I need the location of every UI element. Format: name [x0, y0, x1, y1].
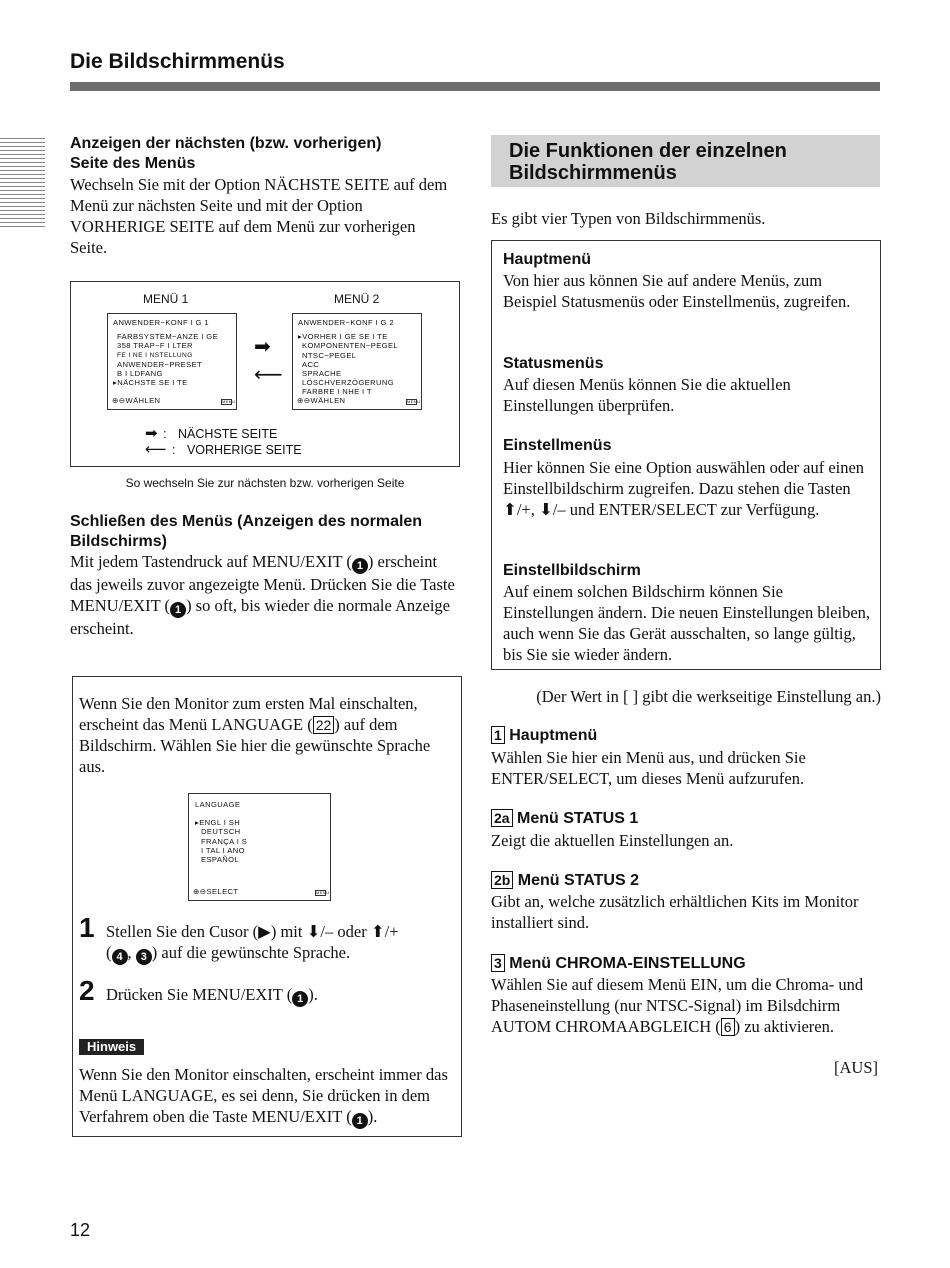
section-text: Gibt an, welche zusätzlich erhältlichen Kits im Monitor installiert sind.	[491, 892, 859, 932]
section-text	[491, 974, 876, 1037]
hinweis-a: Wenn Sie den Monitor einschalten, erscheint immer das Menü LANGUAGE, es sei denn, Sie drücken in dem Verfahrem oben die Taste MENU/EXIT (	[79, 1065, 448, 1126]
next-page-heading	[70, 134, 460, 174]
language-screen	[188, 793, 331, 901]
menu1-line: FE I NE I NSTELLUNG	[117, 351, 193, 359]
type-title: Statusmenüs	[503, 355, 604, 372]
close-menu-heading	[70, 512, 465, 552]
step2-a: Drücken Sie MENU/EXIT (	[106, 985, 293, 1004]
type-text: Hier können Sie eine Option auswählen oder auf einen Einstellbildschirm zugreifen. Dazu stehen die Tasten ⬆/+, ⬇/– und ENTER/SELECT zur Verfügung.	[503, 458, 865, 519]
arrow-left-icon: ⟵	[254, 362, 283, 386]
menu1-label: MENÜ 1	[143, 292, 189, 306]
language-box	[72, 676, 462, 1137]
language-intro	[79, 693, 451, 777]
language-option: ▸ENGL I SH	[195, 818, 241, 828]
section-heading	[491, 726, 597, 746]
arrow-right-icon: ➡	[145, 424, 158, 442]
button-4-icon: 4	[112, 949, 128, 965]
step-1-text	[106, 921, 456, 965]
step-1-number: 1	[79, 912, 95, 943]
section-number: 3	[491, 954, 505, 972]
menu2-screen	[292, 313, 422, 410]
menu2-line: FARBRE I NHE I T	[302, 387, 372, 397]
hinweis-text	[79, 1064, 454, 1129]
language-screen-footer: ⊕⊖SELECT	[193, 886, 239, 896]
menu2-line: KOMPONENTEN−PEGEL	[302, 341, 399, 351]
menu-types-box	[491, 240, 881, 670]
default-value: [AUS]	[834, 1058, 878, 1077]
section-number: 2b	[491, 871, 513, 889]
menu2-line: SPRACHE	[302, 369, 342, 379]
language-screen-title: LANGUAGE	[195, 800, 241, 809]
next-page-text: Wechseln Sie mit der Option NÄCHSTE SEITE auf dem Menü zur nächsten Seite und mit der Option VORHERIGE SEITE auf dem Menü zur vorherigen Seite.	[70, 175, 448, 257]
page-number: 12	[70, 1220, 91, 1240]
menu1-line: ▸NÄCHSTE SE I TE	[113, 378, 188, 388]
hinweis-b: ).	[367, 1107, 378, 1126]
menu1-line: ANWENDER−PRESET	[117, 359, 203, 369]
step-2-number: 2	[79, 975, 95, 1006]
title-rule	[70, 82, 880, 91]
ref-22: 22	[313, 716, 335, 734]
button-3-icon: 3	[136, 949, 152, 965]
button-1-icon: 1	[170, 602, 186, 618]
side-tab-lines	[0, 138, 45, 230]
arrow-right-icon: ➡	[254, 334, 271, 358]
type-title: Hauptmenü	[503, 251, 591, 268]
close-text-c: ) so oft, bis wieder die normale Anzeige erscheint.	[70, 596, 450, 638]
section-text: Wählen Sie hier ein Menü aus, und drücken Sie ENTER/SELECT, um dieses Menü aufzurufen.	[491, 748, 806, 788]
language-option: FRANÇA I S	[201, 836, 248, 846]
functions-header	[491, 135, 880, 187]
section-text-a: Wählen Sie auf diesem Menü EIN, um die Chroma- und Phaseneinstellung (nur NTSC-Signal) im Bilsdchirm AUTOM CHROMAABGLEICH (	[491, 975, 864, 1036]
button-1-icon: 1	[352, 558, 368, 574]
arrow-left-icon: ⟵	[145, 440, 167, 458]
section-title: Menü CHROMA-EINSTELLUNG	[509, 955, 746, 972]
close-text-b: ) erscheint das jeweils zuvor angezeigte Menü. Drücken Sie die Taste MENU/EXIT (	[70, 552, 455, 615]
menu1-footer: ⊕⊖WÄHLEN	[112, 395, 161, 405]
menu1-line: 358 TRAP−F I LTER	[117, 341, 193, 351]
step2-b: ).	[308, 985, 318, 1004]
type-text: Auf diesen Menüs können Sie die aktuellen Einstellungen überprüfen.	[503, 375, 791, 415]
button-1-icon: 1	[352, 1113, 368, 1129]
step1-sep: ,	[127, 943, 136, 962]
menu2-line: ▸VORHER I GE SE I TE	[298, 332, 388, 342]
section-number: 2a	[491, 809, 513, 827]
menu1-menu-box: MENU	[222, 399, 236, 404]
menu2-label: MENÜ 2	[334, 292, 380, 306]
menu1-screen	[107, 313, 237, 410]
section-number: 1	[491, 726, 505, 744]
step1-down: ⬇/– oder	[306, 922, 371, 941]
menu2-line: NTSC−PEGEL	[302, 350, 357, 360]
type-text: Von hier aus können Sie auf andere Menüs, zum Beispiel Statusmenüs oder Einstellmenüs, zugreifen.	[503, 271, 851, 311]
next-page-heading-line1: Anzeigen der nächsten (bzw. vorherigen)	[70, 135, 382, 152]
menu2-line: ACC	[302, 359, 320, 369]
menu-page-figure	[70, 281, 460, 467]
menu2-footer: ⊕⊖WÄHLEN	[297, 395, 346, 405]
step1-a: Stellen Sie den Cusor (▶) mit	[106, 922, 307, 941]
step-2-text	[106, 984, 456, 1007]
menu1-line: FARBSYSTEM−ANZE I GE	[117, 332, 219, 342]
type-title: Einstellbildschirm	[503, 562, 641, 579]
figure-caption: So wechseln Sie zur nächsten bzw. vorherigen Seite	[125, 476, 405, 490]
legend-prev-label: VORHERIGE SEITE	[186, 443, 302, 457]
section-title: Menü STATUS 2	[517, 872, 639, 889]
menu1-line: ANWENDER−KONF I G 1	[113, 318, 209, 327]
close-menu-text	[70, 551, 458, 639]
step1-b: (	[106, 943, 112, 962]
close-heading-line2: Bildschirms)	[70, 533, 167, 550]
menu1-line: B I LDFANG	[117, 369, 163, 379]
button-1-icon: 1	[292, 991, 308, 1007]
menu2-line: LÖSCHVERZÖGERUNG	[302, 378, 395, 388]
type-title: Einstellmenüs	[503, 437, 612, 454]
page-title: Die Bildschirmmenüs	[70, 50, 285, 73]
hinweis-label: Hinweis	[79, 1039, 144, 1055]
step1-d: ) auf die gewünschte Sprache.	[151, 943, 351, 962]
type-text: Auf einem solchen Bildschirm können Sie Einstellungen ändern. Die neuen Einstellungen bleiben, auch wenn Sie das Gerät ausschalten, so lange gültig, bis Sie sie wieder ändern.	[503, 582, 871, 664]
menu2-line: ANWENDER−KONF I G 2	[298, 318, 394, 327]
default-value-note: (Der Wert in [ ] gibt die werkseitige Einstellung an.)	[536, 687, 881, 706]
section-title: Menü STATUS 1	[517, 810, 639, 827]
language-intro-a: Wenn Sie den Monitor zum ersten Mal einschalten, erscheint das Menü LANGUAGE (	[79, 694, 418, 734]
functions-intro: Es gibt vier Typen von Bildschirmmenüs.	[491, 209, 766, 228]
language-option: DEUTSCH	[201, 827, 241, 837]
close-text-a: Mit jedem Tastendruck auf MENU/EXIT (	[70, 552, 352, 571]
section-heading	[491, 809, 638, 829]
section-title: Hauptmenü	[509, 727, 598, 744]
section-heading	[491, 871, 639, 891]
functions-header-line2: Bildschirmmenüs	[509, 162, 677, 184]
language-menu-box: MENU	[316, 890, 330, 895]
close-heading-line1: Schließen des Menüs (Anzeigen des normalen	[70, 513, 423, 530]
language-option: ESPAÑOL	[201, 855, 240, 865]
legend-next-label: NÄCHSTE SEITE	[178, 427, 278, 441]
functions-header-line1: Die Funktionen der einzelnen	[509, 140, 787, 162]
section-text-b: ) zu aktivieren.	[734, 1017, 835, 1036]
section-text: Zeigt die aktuellen Einstellungen an.	[491, 831, 734, 850]
next-page-heading-line2: Seite des Menüs	[70, 155, 196, 172]
legend-prev: ⟵ : VORHERIGE SEITE	[145, 440, 302, 458]
menu2-menu-box: MENU	[407, 399, 421, 404]
legend-next: ➡ : NÄCHSTE SEITE	[145, 424, 278, 442]
language-intro-b: ) auf dem Bildschirm. Wählen Sie hier die gewünschte Sprache aus.	[79, 715, 431, 776]
ref-6: 6	[721, 1018, 735, 1036]
language-option: I TAL I ANO	[201, 845, 245, 855]
step1-up: ⬆/+	[370, 922, 399, 941]
section-heading	[491, 954, 746, 974]
